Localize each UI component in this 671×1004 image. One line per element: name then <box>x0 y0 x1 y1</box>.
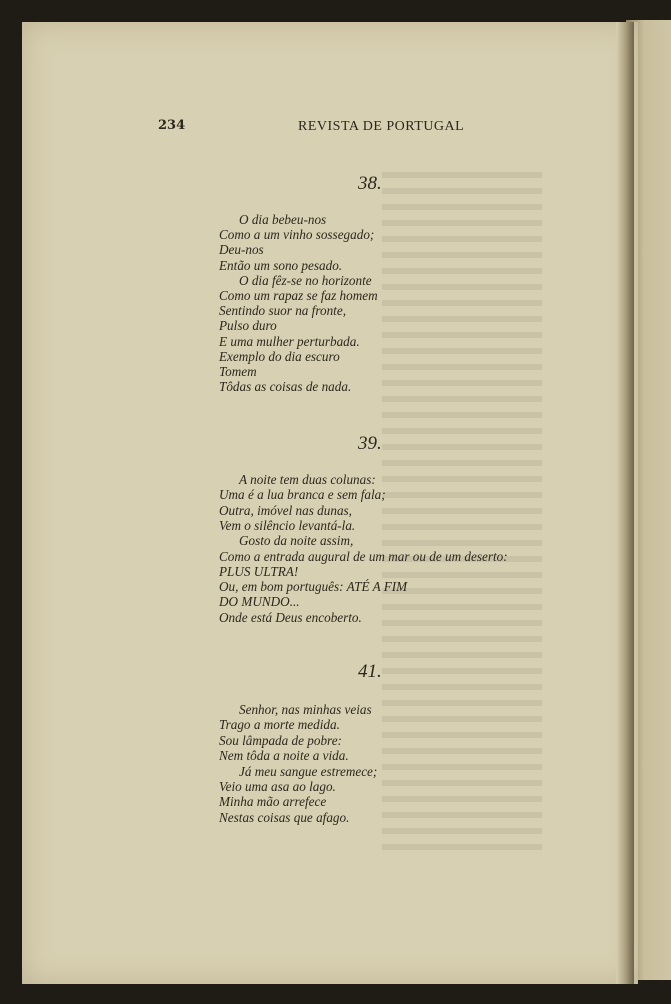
verse-line: Sou lâmpada de pobre: <box>219 732 342 748</box>
verse-line: O dia fêz-se no horizonte <box>239 272 372 288</box>
verse-line: Gosto da noite assim, <box>239 533 354 549</box>
verse-line: Pulso duro <box>219 318 277 334</box>
page-gutter <box>616 22 634 984</box>
verse-line: Como a entrada augural de um mar ou de um deserto: <box>219 548 508 564</box>
verse-line: A noite tem duas colunas: <box>239 472 376 487</box>
verse-line: PLUS ULTRA! <box>219 563 299 579</box>
verse-line: Como um rapaz se faz homem <box>219 288 378 303</box>
verse-line: Minha mão arrefece <box>219 794 327 810</box>
verse-line: Trago a morte medida. <box>219 717 340 733</box>
verse-line: Já meu sangue estremece; <box>239 763 378 779</box>
verse-line: O dia bebeu-nos <box>239 212 327 227</box>
verse-line: Tôdas as coisas de nada. <box>219 379 352 395</box>
page-number: 234 <box>158 118 186 133</box>
poem-number: 41. <box>358 661 382 682</box>
poem-number: 38. <box>358 173 382 194</box>
verse-line: Outra, imóvel nas dunas, <box>219 502 352 518</box>
page-header <box>0 118 671 138</box>
running-head: REVISTA DE PORTUGAL <box>298 119 465 134</box>
verse-line: Então um sono pesado. <box>219 257 343 273</box>
verse-line: Nem tôda a noite a vida. <box>219 748 349 764</box>
verse-line: Deu-nos <box>219 242 264 258</box>
verse-line: E uma mulher perturbada. <box>219 333 360 349</box>
verse-line: Como a um vinho sossegado; <box>219 227 375 243</box>
verse-line: Senhor, nas minhas veias <box>239 702 372 717</box>
poem-number: 39. <box>358 433 382 454</box>
verse-line: Tomem <box>219 364 257 379</box>
verse-line: Sentindo suor na fronte, <box>219 303 346 319</box>
verse-line: Veio uma asa ao lago. <box>219 779 336 794</box>
verse-line: Exemplo do dia escuro <box>219 348 340 364</box>
verse-line: Ou, em bom português: ATÉ A FIM <box>219 579 408 595</box>
show-through-text <box>382 172 542 852</box>
verse-line: Nestas coisas que afago. <box>219 809 350 825</box>
verse-line: Onde está Deus encoberto. <box>219 609 362 625</box>
verse-line: DO MUNDO... <box>219 594 300 610</box>
verse-line: Vem o silêncio levantá-la. <box>219 517 356 533</box>
verse-line: Uma é a lua branca e sem fala; <box>219 487 386 503</box>
